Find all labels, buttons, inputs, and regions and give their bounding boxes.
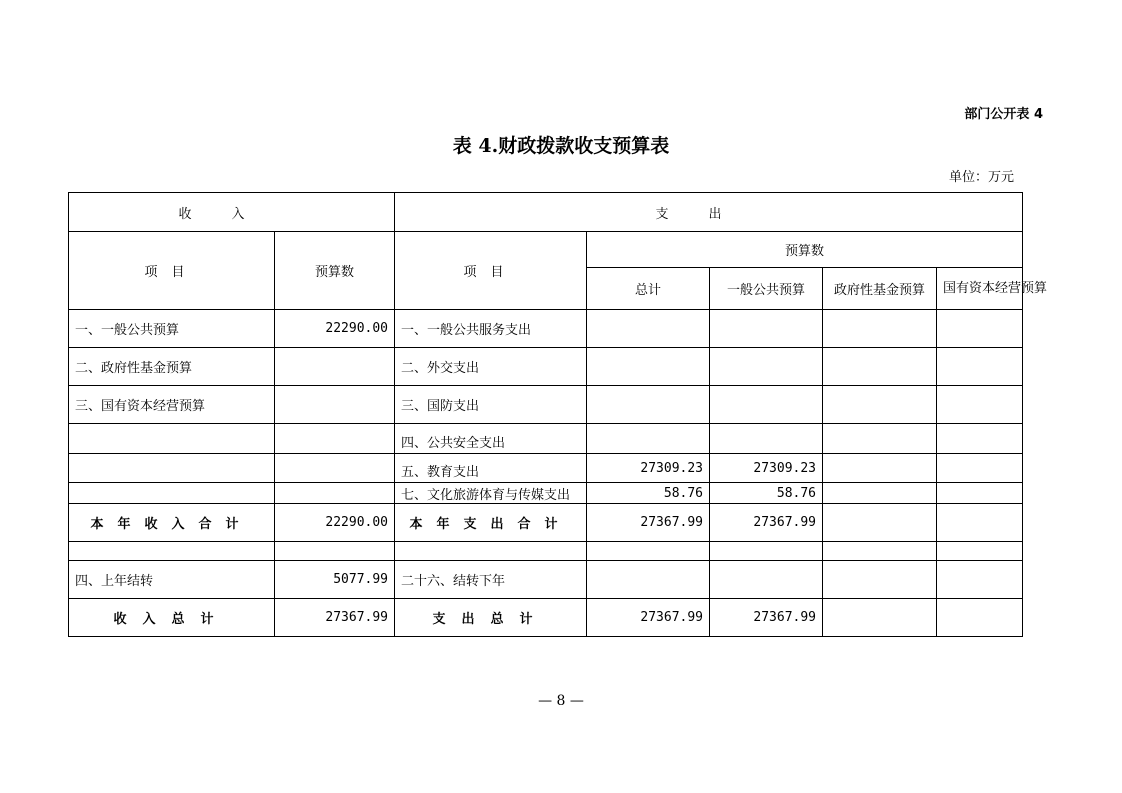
table-row [69, 561, 1023, 599]
table-row [69, 483, 1023, 504]
expense-item: 支出总计 [395, 599, 587, 637]
income-item [69, 454, 275, 483]
expense-total [587, 386, 710, 424]
col-header-income-item: 项目 [69, 232, 275, 310]
expense-state [937, 386, 1023, 424]
expense-total [587, 561, 710, 599]
income-item: 三、国有资本经营预算 [69, 386, 275, 424]
income-item: 本年收入合计 [69, 504, 275, 542]
col-header-expense-item: 项目 [395, 232, 587, 310]
expense-fund [823, 504, 937, 542]
expense-item: 二十六、结转下年 [395, 561, 587, 599]
expense-total [587, 310, 710, 348]
expense-item: 四、公共安全支出 [395, 424, 587, 454]
table-row-subtotal [69, 504, 1023, 542]
income-amount [275, 386, 395, 424]
income-amount [275, 424, 395, 454]
expense-total: 27309.23 [587, 454, 710, 483]
expense-fund [823, 483, 937, 504]
income-item [69, 542, 275, 561]
expense-state [937, 424, 1023, 454]
page-title: 表 4.财政拨款收支预算表 [452, 135, 670, 157]
expense-general [710, 310, 823, 348]
table-header-row [69, 193, 1023, 232]
income-amount: 5077.99 [275, 561, 395, 599]
income-amount [275, 542, 395, 561]
col-header-fund: 政府性基金预算 [823, 268, 937, 310]
expense-state [937, 504, 1023, 542]
expense-state [937, 542, 1023, 561]
expense-state [937, 454, 1023, 483]
table-subheader-row [69, 232, 1023, 268]
expense-general: 27309.23 [710, 454, 823, 483]
expense-state [937, 483, 1023, 504]
expense-state [937, 348, 1023, 386]
income-amount: 22290.00 [275, 310, 395, 348]
expense-item: 二、外交支出 [395, 348, 587, 386]
expense-general: 27367.99 [710, 504, 823, 542]
expense-item: 五、教育支出 [395, 454, 587, 483]
expense-total: 27367.99 [587, 599, 710, 637]
expense-general [710, 424, 823, 454]
expense-item: 本年支出合计 [395, 504, 587, 542]
expense-item: 一、一般公共服务支出 [395, 310, 587, 348]
expense-total [587, 424, 710, 454]
income-item [69, 483, 275, 504]
expense-fund [823, 561, 937, 599]
expense-item: 三、国防支出 [395, 386, 587, 424]
table-row-grand-total [69, 599, 1023, 637]
expense-fund [823, 386, 937, 424]
income-item: 一、一般公共预算 [69, 310, 275, 348]
unit-label: 单位：万元 [948, 170, 1014, 185]
expense-fund [823, 599, 937, 637]
table-row [69, 310, 1023, 348]
col-header-general: 一般公共预算 [710, 268, 823, 310]
expense-fund [823, 348, 937, 386]
expense-fund [823, 542, 937, 561]
income-header: 收入 [69, 193, 395, 232]
expense-general [710, 542, 823, 561]
income-item: 收入总计 [69, 599, 275, 637]
col-header-total: 总计 [587, 268, 710, 310]
income-item: 四、上年结转 [69, 561, 275, 599]
expense-state [937, 310, 1023, 348]
income-amount: 22290.00 [275, 504, 395, 542]
col-header-income-budget: 预算数 [275, 232, 395, 310]
expense-general: 27367.99 [710, 599, 823, 637]
income-amount: 27367.99 [275, 599, 395, 637]
expense-state [937, 599, 1023, 637]
table-row [69, 348, 1023, 386]
expense-general [710, 561, 823, 599]
income-amount [275, 483, 395, 504]
expense-fund [823, 424, 937, 454]
expense-total: 27367.99 [587, 504, 710, 542]
expense-fund [823, 454, 937, 483]
table-tag: 部门公开表 4 [964, 107, 1043, 122]
expense-header: 支出 [395, 193, 1023, 232]
table-row [69, 542, 1023, 561]
expense-general [710, 348, 823, 386]
expense-state [937, 561, 1023, 599]
budget-table [68, 192, 1048, 637]
income-item [69, 424, 275, 454]
col-header-state: 国有资本经营预算 [937, 268, 1023, 310]
page-number: — 8 — [538, 693, 584, 709]
expense-general: 58.76 [710, 483, 823, 504]
expense-general [710, 386, 823, 424]
table-row [69, 386, 1023, 424]
expense-total [587, 542, 710, 561]
expense-total [587, 348, 710, 386]
income-amount [275, 348, 395, 386]
expense-total: 58.76 [587, 483, 710, 504]
expense-item [395, 542, 587, 561]
expense-fund [823, 310, 937, 348]
income-amount [275, 454, 395, 483]
income-item: 二、政府性基金预算 [69, 348, 275, 386]
col-header-budget-group: 预算数 [587, 232, 1023, 268]
expense-item: 七、文化旅游体育与传媒支出 [395, 483, 587, 504]
table-row [69, 424, 1023, 454]
table-row [69, 454, 1023, 483]
